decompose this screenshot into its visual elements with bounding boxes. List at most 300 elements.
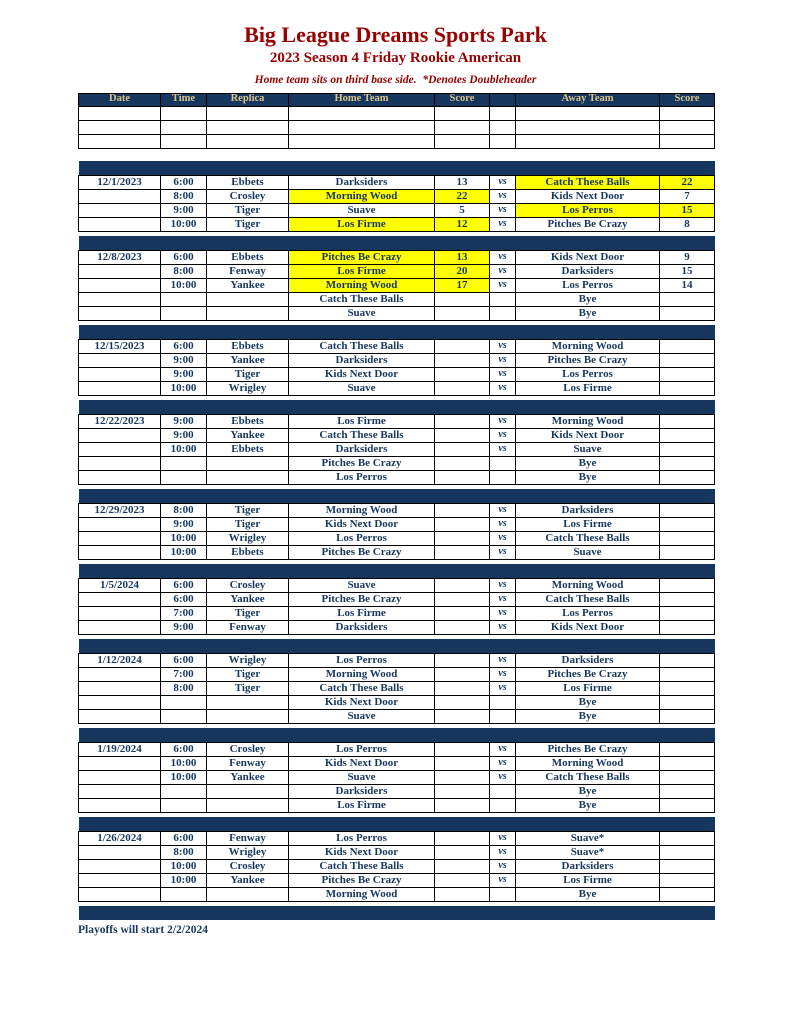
vs-cell: vs <box>490 859 516 873</box>
game-row <box>79 442 715 456</box>
game-row <box>79 367 715 381</box>
home-team-cell <box>289 106 435 120</box>
header-vs <box>490 93 516 106</box>
date-cell <box>79 873 161 887</box>
header-away-score: Score <box>660 93 715 106</box>
home-score-cell <box>435 695 490 709</box>
game-row <box>79 770 715 784</box>
home-score-cell <box>435 592 490 606</box>
away-score-cell <box>660 667 715 681</box>
away-score-cell <box>660 367 715 381</box>
home-score-cell <box>435 120 490 134</box>
replica-cell <box>207 134 289 148</box>
home-team-cell: Kids Next Door <box>289 367 435 381</box>
home-score-cell <box>435 470 490 484</box>
home-team-cell: Pitches Be Crazy <box>289 592 435 606</box>
time-cell: 10:00 <box>161 217 207 231</box>
home-team-cell: Suave <box>289 770 435 784</box>
home-score-cell <box>435 292 490 306</box>
date-cell <box>79 887 161 901</box>
time-cell: 8:00 <box>161 264 207 278</box>
game-row <box>79 203 715 217</box>
date-cell <box>79 292 161 306</box>
vs-cell: vs <box>490 264 516 278</box>
header-home-score: Score <box>435 93 490 106</box>
game-row <box>79 414 715 428</box>
game-row <box>79 531 715 545</box>
replica-cell <box>207 456 289 470</box>
separator-bar <box>79 728 715 742</box>
page-subtitle: 2023 Season 4 Friday Rookie American <box>269 50 522 67</box>
home-team-cell: Darksiders <box>289 442 435 456</box>
replica-cell: Wrigley <box>207 531 289 545</box>
away-score-cell <box>660 845 715 859</box>
replica-cell: Yankee <box>207 592 289 606</box>
away-score-cell <box>660 339 715 353</box>
replica-cell: Crosley <box>207 859 289 873</box>
vs-cell: vs <box>490 278 516 292</box>
vs-cell <box>490 306 516 320</box>
home-score-cell <box>435 653 490 667</box>
replica-cell: Fenway <box>207 756 289 770</box>
vs-cell: vs <box>490 217 516 231</box>
date-cell <box>79 264 161 278</box>
home-score-cell <box>435 134 490 148</box>
game-row <box>79 339 715 353</box>
separator-bar-row <box>79 639 715 653</box>
away-team-cell: Suave* <box>516 831 660 845</box>
bye-row <box>79 784 715 798</box>
home-team-cell: Darksiders <box>289 784 435 798</box>
replica-cell <box>207 887 289 901</box>
game-row <box>79 428 715 442</box>
game-row <box>79 578 715 592</box>
bye-row <box>79 292 715 306</box>
bye-row <box>79 456 715 470</box>
home-score-cell <box>435 770 490 784</box>
home-team-cell: Kids Next Door <box>289 845 435 859</box>
away-team-cell: Morning Wood <box>516 756 660 770</box>
away-team-cell: Los Firme <box>516 681 660 695</box>
header-date: Date <box>79 93 161 106</box>
away-team-cell <box>516 120 660 134</box>
away-score-cell <box>660 831 715 845</box>
home-score-cell: 20 <box>435 264 490 278</box>
home-team-cell: Catch These Balls <box>289 428 435 442</box>
home-score-cell <box>435 306 490 320</box>
away-score-cell <box>660 292 715 306</box>
home-team-cell: Suave <box>289 578 435 592</box>
game-row <box>79 845 715 859</box>
time-cell: 10:00 <box>161 859 207 873</box>
game-row <box>79 859 715 873</box>
game-row <box>79 756 715 770</box>
vs-cell: vs <box>490 592 516 606</box>
replica-cell <box>207 798 289 812</box>
away-team-cell: Kids Next Door <box>516 250 660 264</box>
vs-cell: vs <box>490 175 516 189</box>
vs-cell: vs <box>490 831 516 845</box>
separator-bar-row <box>79 564 715 578</box>
home-score-cell: 13 <box>435 250 490 264</box>
home-team-cell: Los Firme <box>289 798 435 812</box>
game-row <box>79 353 715 367</box>
home-score-cell <box>435 873 490 887</box>
home-team-cell: Los Perros <box>289 470 435 484</box>
game-row <box>79 545 715 559</box>
away-score-cell <box>660 414 715 428</box>
away-team-cell: Los Perros <box>516 203 660 217</box>
away-score-cell: 8 <box>660 217 715 231</box>
home-score-cell <box>435 620 490 634</box>
home-team-cell: Los Perros <box>289 531 435 545</box>
top-gap <box>79 148 715 161</box>
away-score-cell <box>660 306 715 320</box>
date-cell: 1/19/2024 <box>79 742 161 756</box>
home-score-cell <box>435 798 490 812</box>
replica-cell: Ebbets <box>207 545 289 559</box>
vs-cell: vs <box>490 442 516 456</box>
away-team-cell <box>516 134 660 148</box>
away-team-cell: Bye <box>516 470 660 484</box>
date-cell <box>79 531 161 545</box>
vs-cell: vs <box>490 414 516 428</box>
bye-row <box>79 709 715 723</box>
home-score-cell <box>435 517 490 531</box>
away-score-cell <box>660 859 715 873</box>
away-score-cell <box>660 770 715 784</box>
away-score-cell <box>660 353 715 367</box>
game-row <box>79 742 715 756</box>
home-team-cell: Kids Next Door <box>289 517 435 531</box>
vs-cell: vs <box>490 606 516 620</box>
away-team-cell: Darksiders <box>516 503 660 517</box>
date-cell: 12/15/2023 <box>79 339 161 353</box>
game-row <box>79 517 715 531</box>
separator-bar-row <box>79 728 715 742</box>
vs-cell <box>490 887 516 901</box>
time-cell: 10:00 <box>161 442 207 456</box>
away-team-cell: Bye <box>516 784 660 798</box>
away-score-cell <box>660 470 715 484</box>
vs-cell: vs <box>490 517 516 531</box>
replica-cell: Crosley <box>207 578 289 592</box>
away-score-cell <box>660 681 715 695</box>
home-score-cell: 12 <box>435 217 490 231</box>
away-score-cell <box>660 653 715 667</box>
away-score-cell <box>660 531 715 545</box>
away-team-cell: Morning Wood <box>516 339 660 353</box>
away-team-cell: Darksiders <box>516 653 660 667</box>
away-team-cell: Bye <box>516 306 660 320</box>
home-team-cell: Suave <box>289 381 435 395</box>
date-cell <box>79 353 161 367</box>
time-cell: 6:00 <box>161 578 207 592</box>
separator-bar-row <box>79 817 715 831</box>
game-row <box>79 620 715 634</box>
separator-bar-row <box>79 906 715 920</box>
date-cell <box>79 709 161 723</box>
game-row <box>79 278 715 292</box>
replica-cell: Ebbets <box>207 414 289 428</box>
away-team-cell: Bye <box>516 887 660 901</box>
home-team-cell: Darksiders <box>289 175 435 189</box>
date-cell: 12/29/2023 <box>79 503 161 517</box>
time-cell: 6:00 <box>161 592 207 606</box>
home-team-cell: Suave <box>289 203 435 217</box>
home-score-cell <box>435 367 490 381</box>
time-cell: 10:00 <box>161 278 207 292</box>
away-team-cell: Bye <box>516 456 660 470</box>
home-score-cell <box>435 578 490 592</box>
vs-cell: vs <box>490 873 516 887</box>
away-team-cell: Morning Wood <box>516 578 660 592</box>
home-score-cell: 13 <box>435 175 490 189</box>
vs-cell <box>490 292 516 306</box>
away-team-cell: Catch These Balls <box>516 770 660 784</box>
replica-cell: Crosley <box>207 742 289 756</box>
time-cell: 9:00 <box>161 414 207 428</box>
vs-cell: vs <box>490 203 516 217</box>
game-row <box>79 667 715 681</box>
away-team-cell: Bye <box>516 709 660 723</box>
date-cell <box>79 784 161 798</box>
away-team-cell: Bye <box>516 798 660 812</box>
date-cell: 1/12/2024 <box>79 653 161 667</box>
home-score-cell <box>435 442 490 456</box>
away-score-cell <box>660 106 715 120</box>
replica-cell: Tiger <box>207 217 289 231</box>
time-cell: 6:00 <box>161 339 207 353</box>
home-score-cell <box>435 887 490 901</box>
replica-cell: Yankee <box>207 873 289 887</box>
time-cell: 10:00 <box>161 381 207 395</box>
home-score-cell <box>435 503 490 517</box>
game-row <box>79 831 715 845</box>
separator-bar <box>79 236 715 250</box>
vs-cell: vs <box>490 578 516 592</box>
date-cell: 12/1/2023 <box>79 175 161 189</box>
replica-cell: Fenway <box>207 620 289 634</box>
replica-cell <box>207 695 289 709</box>
vs-cell: vs <box>490 250 516 264</box>
vs-cell: vs <box>490 531 516 545</box>
away-score-cell <box>660 442 715 456</box>
vs-cell: vs <box>490 756 516 770</box>
time-cell: 8:00 <box>161 189 207 203</box>
home-team-cell: Los Firme <box>289 217 435 231</box>
away-score-cell: 15 <box>660 264 715 278</box>
home-team-cell: Los Firme <box>289 264 435 278</box>
home-team-cell <box>289 134 435 148</box>
vs-cell: vs <box>490 503 516 517</box>
home-team-cell: Los Perros <box>289 831 435 845</box>
away-score-cell <box>660 756 715 770</box>
date-cell <box>79 470 161 484</box>
home-score-cell <box>435 709 490 723</box>
away-team-cell: Catch These Balls <box>516 531 660 545</box>
away-score-cell <box>660 517 715 531</box>
home-score-cell <box>435 681 490 695</box>
time-cell <box>161 887 207 901</box>
page-title: Big League Dreams Sports Park <box>244 22 547 47</box>
date-cell <box>79 681 161 695</box>
vs-cell: vs <box>490 653 516 667</box>
home-team-cell: Pitches Be Crazy <box>289 456 435 470</box>
time-cell: 10:00 <box>161 545 207 559</box>
replica-cell <box>207 709 289 723</box>
home-score-cell: 22 <box>435 189 490 203</box>
away-score-cell <box>660 428 715 442</box>
away-score-cell <box>660 695 715 709</box>
vs-cell: vs <box>490 667 516 681</box>
home-team-cell: Suave <box>289 306 435 320</box>
time-cell <box>161 134 207 148</box>
home-score-cell <box>435 859 490 873</box>
home-team-cell: Catch These Balls <box>289 859 435 873</box>
schedule-body <box>79 93 715 920</box>
separator-bar <box>79 817 715 831</box>
separator-bar-row <box>79 236 715 250</box>
replica-cell: Tiger <box>207 667 289 681</box>
separator-bar-row <box>79 161 715 175</box>
date-cell <box>79 278 161 292</box>
vs-cell: vs <box>490 367 516 381</box>
date-cell <box>79 756 161 770</box>
vs-cell <box>490 134 516 148</box>
date-cell <box>79 442 161 456</box>
away-score-cell <box>660 503 715 517</box>
bye-row <box>79 887 715 901</box>
vs-cell <box>490 106 516 120</box>
time-cell <box>161 306 207 320</box>
home-team-cell: Los Firme <box>289 414 435 428</box>
away-score-cell <box>660 873 715 887</box>
bye-row <box>79 306 715 320</box>
separator-bar-row <box>79 325 715 339</box>
separator-bar-row <box>79 400 715 414</box>
away-score-cell <box>660 742 715 756</box>
replica-cell: Yankee <box>207 428 289 442</box>
time-cell: 8:00 <box>161 503 207 517</box>
away-team-cell: Catch These Balls <box>516 175 660 189</box>
replica-cell <box>207 306 289 320</box>
away-team-cell: Kids Next Door <box>516 428 660 442</box>
away-score-cell <box>660 381 715 395</box>
header-replica: Replica <box>207 93 289 106</box>
separator-bar <box>79 639 715 653</box>
away-team-cell: Catch These Balls <box>516 592 660 606</box>
away-team-cell <box>516 106 660 120</box>
away-score-cell: 22 <box>660 175 715 189</box>
date-cell <box>79 545 161 559</box>
home-team-cell: Pitches Be Crazy <box>289 250 435 264</box>
away-score-cell <box>660 887 715 901</box>
vs-cell: vs <box>490 545 516 559</box>
vs-cell: vs <box>490 381 516 395</box>
header-home-team: Home Team <box>289 93 435 106</box>
date-cell <box>79 428 161 442</box>
replica-cell: Tiger <box>207 606 289 620</box>
home-score-cell: 17 <box>435 278 490 292</box>
away-team-cell: Bye <box>516 695 660 709</box>
home-team-cell: Kids Next Door <box>289 695 435 709</box>
empty-row <box>79 134 715 148</box>
time-cell: 9:00 <box>161 517 207 531</box>
time-cell: 9:00 <box>161 428 207 442</box>
vs-cell: vs <box>490 620 516 634</box>
bye-row <box>79 470 715 484</box>
home-team-cell: Morning Wood <box>289 887 435 901</box>
away-score-cell: 9 <box>660 250 715 264</box>
date-cell: 12/8/2023 <box>79 250 161 264</box>
date-cell: 1/26/2024 <box>79 831 161 845</box>
vs-cell: vs <box>490 428 516 442</box>
away-score-cell <box>660 456 715 470</box>
away-score-cell <box>660 578 715 592</box>
away-score-cell <box>660 120 715 134</box>
time-cell: 10:00 <box>161 531 207 545</box>
home-score-cell <box>435 531 490 545</box>
date-cell: 1/5/2024 <box>79 578 161 592</box>
bye-row <box>79 695 715 709</box>
separator-bar-row <box>79 489 715 503</box>
home-score-cell <box>435 784 490 798</box>
time-cell: 7:00 <box>161 606 207 620</box>
home-team-cell: Pitches Be Crazy <box>289 545 435 559</box>
date-cell <box>79 592 161 606</box>
replica-cell: Yankee <box>207 278 289 292</box>
game-row <box>79 681 715 695</box>
away-score-cell <box>660 784 715 798</box>
home-team-cell: Darksiders <box>289 620 435 634</box>
replica-cell: Yankee <box>207 353 289 367</box>
home-team-cell: Morning Wood <box>289 278 435 292</box>
date-cell <box>79 189 161 203</box>
vs-cell: vs <box>490 353 516 367</box>
vs-cell: vs <box>490 845 516 859</box>
away-score-cell <box>660 606 715 620</box>
home-team-cell: Los Firme <box>289 606 435 620</box>
game-row <box>79 189 715 203</box>
away-score-cell <box>660 620 715 634</box>
home-team-cell: Catch These Balls <box>289 292 435 306</box>
replica-cell: Tiger <box>207 681 289 695</box>
replica-cell: Ebbets <box>207 442 289 456</box>
time-cell <box>161 695 207 709</box>
home-score-cell: 5 <box>435 203 490 217</box>
vs-cell: vs <box>490 742 516 756</box>
separator-bar <box>79 325 715 339</box>
title-block <box>0 0 791 88</box>
vs-cell <box>490 695 516 709</box>
away-team-cell: Kids Next Door <box>516 620 660 634</box>
time-cell: 6:00 <box>161 250 207 264</box>
date-cell: 12/22/2023 <box>79 414 161 428</box>
time-cell: 10:00 <box>161 770 207 784</box>
date-cell <box>79 306 161 320</box>
away-team-cell: Los Firme <box>516 517 660 531</box>
home-team-cell: Morning Wood <box>289 667 435 681</box>
away-team-cell: Los Perros <box>516 367 660 381</box>
home-team-cell: Los Perros <box>289 653 435 667</box>
date-cell <box>79 120 161 134</box>
home-score-cell <box>435 381 490 395</box>
vs-cell <box>490 470 516 484</box>
date-cell <box>79 667 161 681</box>
time-cell: 6:00 <box>161 831 207 845</box>
home-score-cell <box>435 414 490 428</box>
